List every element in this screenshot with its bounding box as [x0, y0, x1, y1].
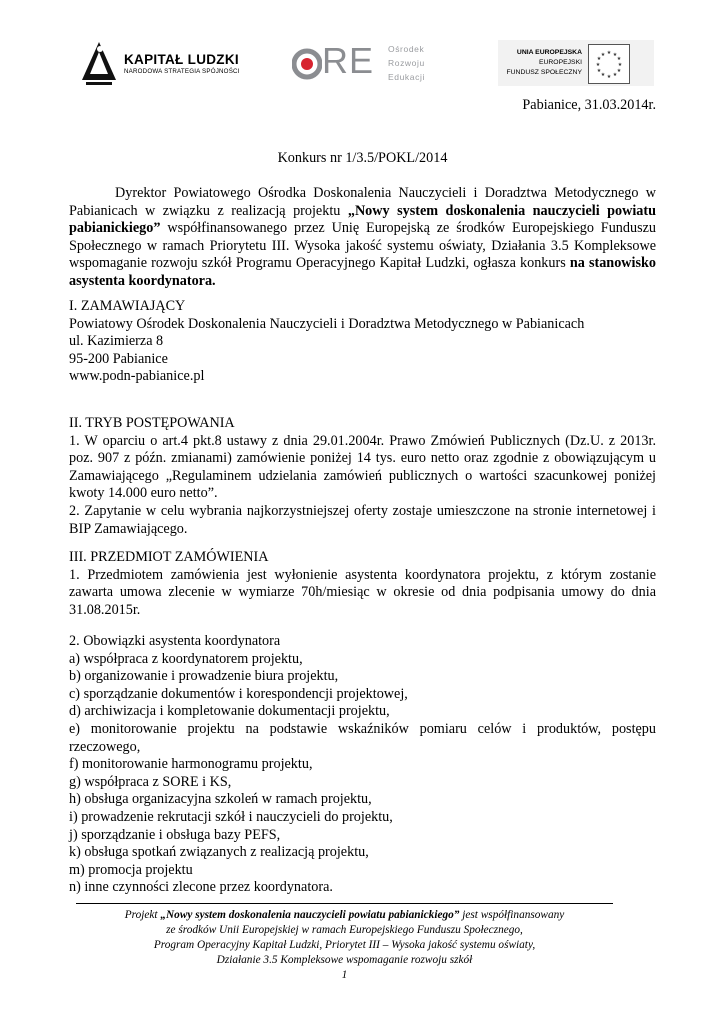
ordering-party-street: ul. Kazimierza 8: [69, 333, 164, 350]
intro-part-1: Dyrektor Powiatowego Ośrodka Doskonalenia Nauczycieli i Doradztwa Metodycznego w Pabianicach w związku z realizacją projektu: [69, 185, 656, 219]
ordering-party-name: Powiatowy Ośrodek Doskonalenia Nauczycieli i Doradztwa Metodycznego w Pabianicach: [69, 315, 585, 332]
eu-line-1: UNIA EUROPEJSKA: [516, 49, 582, 56]
footer-line-2: ze środków Unii Europejskiej w ramach Europejskiego Funduszu Społecznego,: [166, 924, 523, 936]
ordering-party-city: 95-200 Pabianice: [69, 350, 168, 367]
svg-text:★: ★: [616, 56, 622, 62]
svg-text:★: ★: [606, 50, 612, 56]
list-item: e) monitorowanie projektu na podstawie wskaźników pomiaru celów i produktów, postępu rzeczowego,: [69, 720, 656, 755]
section-1-heading: I. ZAMAWIAJĄCY: [69, 298, 186, 314]
ore-word-visible: RE: [322, 40, 375, 81]
ore-line-1: Ośrodek: [388, 44, 425, 54]
list-item: b) organizowanie i prowadzenie biura projektu,: [69, 668, 339, 685]
kapital-ludzki-logo: [80, 40, 250, 88]
section-procedure: [69, 415, 656, 538]
duties-list: [69, 633, 656, 897]
page-number: 1: [341, 969, 348, 981]
list-item: m) promocja projektu: [69, 861, 193, 878]
eu-logo: [498, 40, 654, 86]
section-2-heading: II. TRYB POSTĘPOWANIA: [69, 415, 235, 431]
intro-project-name: „Nowy system doskonalenia nauczycieli powiatu pabianickiego”: [69, 202, 657, 237]
svg-text:★: ★: [596, 56, 602, 62]
list-item: h) obsługa organizacyjna szkoleń w ramach projektu,: [69, 791, 372, 808]
procedure-point-2: 2. Zapytanie w celu wybrania najkorzystniejszej oferty zostaje umieszczone na stronie internetowej i BIP Zamawiającego.: [69, 502, 656, 537]
intro-position: na stanowisko asystenta koordynatora.: [69, 255, 656, 289]
footer-suffix: jest współfinansowany: [459, 909, 565, 921]
intro-paragraph: [69, 185, 656, 291]
ore-circle-icon: [292, 44, 322, 84]
section-3-heading: III. PRZEDMIOT ZAMÓWIENIA: [69, 549, 269, 565]
kapital-ludzki-emblem-icon: [80, 40, 118, 86]
competition-title: Konkurs nr 1/3.5/POKL/2014: [277, 150, 448, 166]
ore-line-2: Rozwoju: [388, 58, 425, 68]
subject-point-1: 1. Przedmiotem zamówienia jest wyłonienie asystenta koordynatora projektu, z którym zostanie zawarta umowa zlecenie w wymiarze 70h/miesiąc w okresie od dnia podpisania umowy do dnia 31.08.2015r.: [69, 566, 656, 618]
eu-text: [506, 48, 582, 78]
place-date: Pabianice, 31.03.2014r.: [522, 97, 656, 113]
section-ordering-party: [69, 298, 656, 386]
footer-prefix: Projekt: [124, 909, 161, 921]
list-item: f) monitorowanie harmonogramu projektu,: [69, 756, 313, 773]
footer-line-3: Program Operacyjny Kapitał Ludzki, Priorytet III – Wysoka jakość systemu oświaty,: [153, 939, 536, 951]
svg-text:★: ★: [596, 68, 602, 74]
list-item: k) obsługa spotkań związanych z realizacją projektu,: [69, 844, 369, 861]
svg-text:★: ★: [600, 72, 606, 78]
list-item: i) prowadzenie rekrutacji szkół i nauczycieli do projektu,: [69, 808, 393, 825]
ore-word: [322, 40, 374, 82]
ore-line-3: Edukacji: [388, 72, 425, 82]
svg-text:★: ★: [606, 74, 612, 80]
svg-text:★: ★: [612, 52, 618, 58]
kapital-ludzki-title: KAPITAŁ LUDZKI: [124, 52, 239, 67]
svg-text:★: ★: [600, 52, 606, 58]
ore-subtitle: [388, 42, 425, 84]
list-item: g) współpraca z SORE i KS,: [69, 773, 232, 790]
list-item: a) współpraca z koordynatorem projektu,: [69, 650, 303, 667]
svg-text:★: ★: [617, 62, 623, 68]
eu-line-3: FUNDUSZ SPOŁECZNY: [506, 69, 582, 76]
footer: [76, 908, 613, 983]
duties-heading: 2. Obowiązki asystenta koordynatora: [69, 633, 281, 649]
list-item: j) sporządzanie i obsługa bazy PEFS,: [69, 826, 281, 843]
list-item: c) sporządzanie dokumentów i korespondencji projektowej,: [69, 685, 408, 702]
footer-line-4: Działanie 3.5 Kompleksowe wspomaganie rozwoju szkół: [216, 954, 473, 966]
procedure-point-1: 1. W oparciu o art.4 pkt.8 ustawy z dnia 29.01.2004r. Prawo Zmówień Publicznych (Dz.U. z 2013r. poz. 907 z późn. zmianami) zamówienie poniżej 14 tys. euro netto oraz zgodnie z obowiązującym u Zamawiającego „Regulaminem udzielania zamówień publicznych o wartości szacunkowej poniżej kwoty 14.000 euro netto”.: [69, 432, 656, 502]
footer-line-1: [76, 908, 613, 923]
svg-text:★: ★: [612, 72, 618, 78]
section-subject: [69, 549, 656, 619]
ordering-party-website: www.podn-pabianice.pl: [69, 368, 205, 385]
ore-logo: [292, 42, 452, 86]
intro-part-2: współfinansowanego przez Unię Europejską ze środków Europejskiego Funduszu Społecznego w ramach Priorytetu III. Wysoka jakość systemu oświaty, Działania 3.5 Kompleksowe wspomaganie rozwoju szkół Programu Operacyjnego Kapitał Ludzki, ogłasza konkurs: [69, 220, 656, 272]
svg-text:★: ★: [616, 68, 622, 74]
eu-line-2: EUROPEJSKI: [538, 59, 582, 66]
footer-divider: [76, 903, 613, 904]
list-item: d) archiwizacja i kompletowanie dokumentacji projektu,: [69, 703, 390, 720]
kapital-ludzki-subtitle: NARODOWA STRATEGIA SPÓJNOŚCI: [124, 68, 240, 75]
eu-flag-icon: [588, 44, 630, 84]
svg-text:★: ★: [595, 62, 601, 68]
footer-project-name: „Nowy system doskonalenia nauczycieli powiatu pabianickiego”: [160, 909, 460, 921]
list-item: n) inne czynności zlecone przez koordynatora.: [69, 879, 333, 896]
